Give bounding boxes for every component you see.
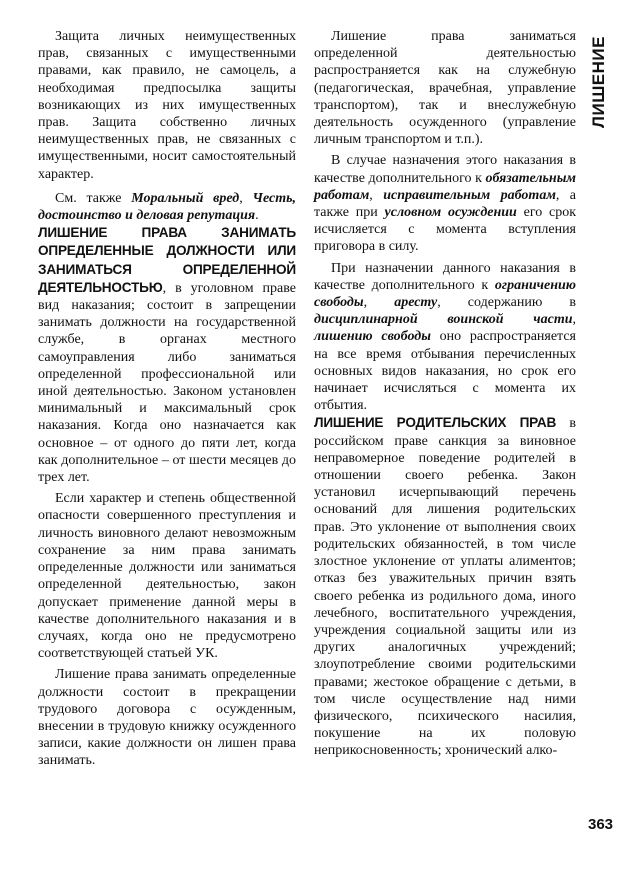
left-column <box>38 28 296 770</box>
text-run: , <box>572 312 576 328</box>
paragraph <box>314 152 576 255</box>
cross-reference-link[interactable]: ограничению свободы <box>314 277 576 311</box>
cross-reference-link[interactable]: обязательным работам <box>314 170 576 203</box>
text-run: В случае назначения этого наказания в качестве дополнительного к <box>314 153 576 186</box>
text-run: оно распространяется на все время отбывания перечисленных основных видов наказания, но срок его начинает исчисляться с момента их отбытия. <box>314 329 576 414</box>
entry-definition: , в уголовном праве вид наказания; состоит в запрещении занимать должности на государственной службе, в органах местного самоуправления либо заниматься определенной профессиональной или иной деятельностью. Законом установлен минимальный и максимальный срок наказания. Когда оно назначается как основное – от одного до пяти лет, когда как дополнительное – от шести месяцев до трех лет. <box>38 280 296 486</box>
running-head <box>584 22 614 142</box>
paragraph <box>314 260 576 415</box>
cross-reference-link[interactable]: Честь, достоинство и деловая репутация <box>38 190 297 224</box>
text-run: , содержанию в <box>437 295 577 311</box>
dictionary-entry <box>38 224 296 486</box>
text-run: При назначении данного наказания в качестве дополнительного к <box>314 260 576 293</box>
page-number: 363 <box>588 816 614 833</box>
cross-reference-link[interactable]: исправительным работам <box>383 187 556 203</box>
cross-reference-link[interactable]: условном осуждении <box>384 205 517 221</box>
right-column <box>314 28 576 760</box>
cross-reference-link[interactable]: Моральный вред <box>131 190 240 206</box>
text-run: его срок исчисляется с момента вступления приговора в силу. <box>314 205 577 255</box>
running-head-text: ЛИШЕНИЕ <box>589 36 608 128</box>
see-also-reference <box>38 190 296 224</box>
separator: , <box>239 190 253 206</box>
entry-headword: ЛИШЕНИЕ РОДИТЕЛЬСКИХ ПРАВ <box>314 415 557 431</box>
paragraph: Лишение права занимать определенные должности состоит в прекращении трудового договора с осужденным, внесении в трудовую книжку осужденного записи, какие должности он лишен права занимать. <box>38 667 296 769</box>
text-run: , <box>369 187 384 203</box>
paragraph: Защита личных неимущественных прав, связанных с имущественными правами, как правило, не самоцель, а необходимая предпосылка защиты возникающих из них имущественных прав. Защита собственно личных неимущественных прав, не связанных с имущественными, носит самостоятельный характер. <box>38 29 296 182</box>
text-run: , а также при <box>314 187 577 221</box>
dictionary-entry <box>314 414 576 759</box>
cross-reference-link[interactable]: аресту <box>394 295 438 311</box>
text-run: , <box>363 295 395 311</box>
entry-definition: в российском праве санкция за виновное неправомерное поведение родителей в отношении своего ребенка. Закон установил исчерпывающий перечень оснований для лишения родительских прав. Это уклонение от выполнения своих родительских обязанностей, в том числе злостное уклонение от уплаты алиментов; отказ без уважительных причин взять своего ребенка из родильного дома, иного лечебного, воспитательного учреждения, учреждения социальной защиты или из других аналогичных учреждений; злоупотребление своими родительскими правами; жестокое обращение с детьми, в том числе осуществление над ними физического, психического насилия, покушение на их половую неприкосновенность; хронический алко- <box>314 416 576 759</box>
period: . <box>255 208 259 224</box>
see-also-prefix: См. также <box>55 190 132 206</box>
entry-headword: ЛИШЕНИЕ ПРАВА ЗАНИМАТЬ ОПРЕДЕЛЕННЫЕ ДОЛЖНОСТИ ИЛИ ЗАНИМАТЬСЯ ОПРЕДЕЛЕННОЙ ДЕЯТЕЛЬНОСТЬЮ <box>38 225 296 295</box>
paragraph: Если характер и степень общественной опасности совершенного преступления и личность виновного делают невозможным сохранение за ним права занимать определенные должности или заниматься определенной деятельностью, закон допускает применение данной меры в качестве дополнительного наказания и в случаях, когда оно не предусмотрено соответствующей статьей УК. <box>38 491 296 662</box>
paragraph: Лишение права заниматься определенной деятельностью распространяется как на служебную (педагогическая, врачебная, управление транспортом), так и внеслужебную деятельность осужденного (управление личным транспортом и т.п.). <box>314 29 576 148</box>
cross-reference-link[interactable]: дисциплинарной воинской части <box>314 312 573 328</box>
cross-reference-link[interactable]: лишению свободы <box>314 329 431 345</box>
